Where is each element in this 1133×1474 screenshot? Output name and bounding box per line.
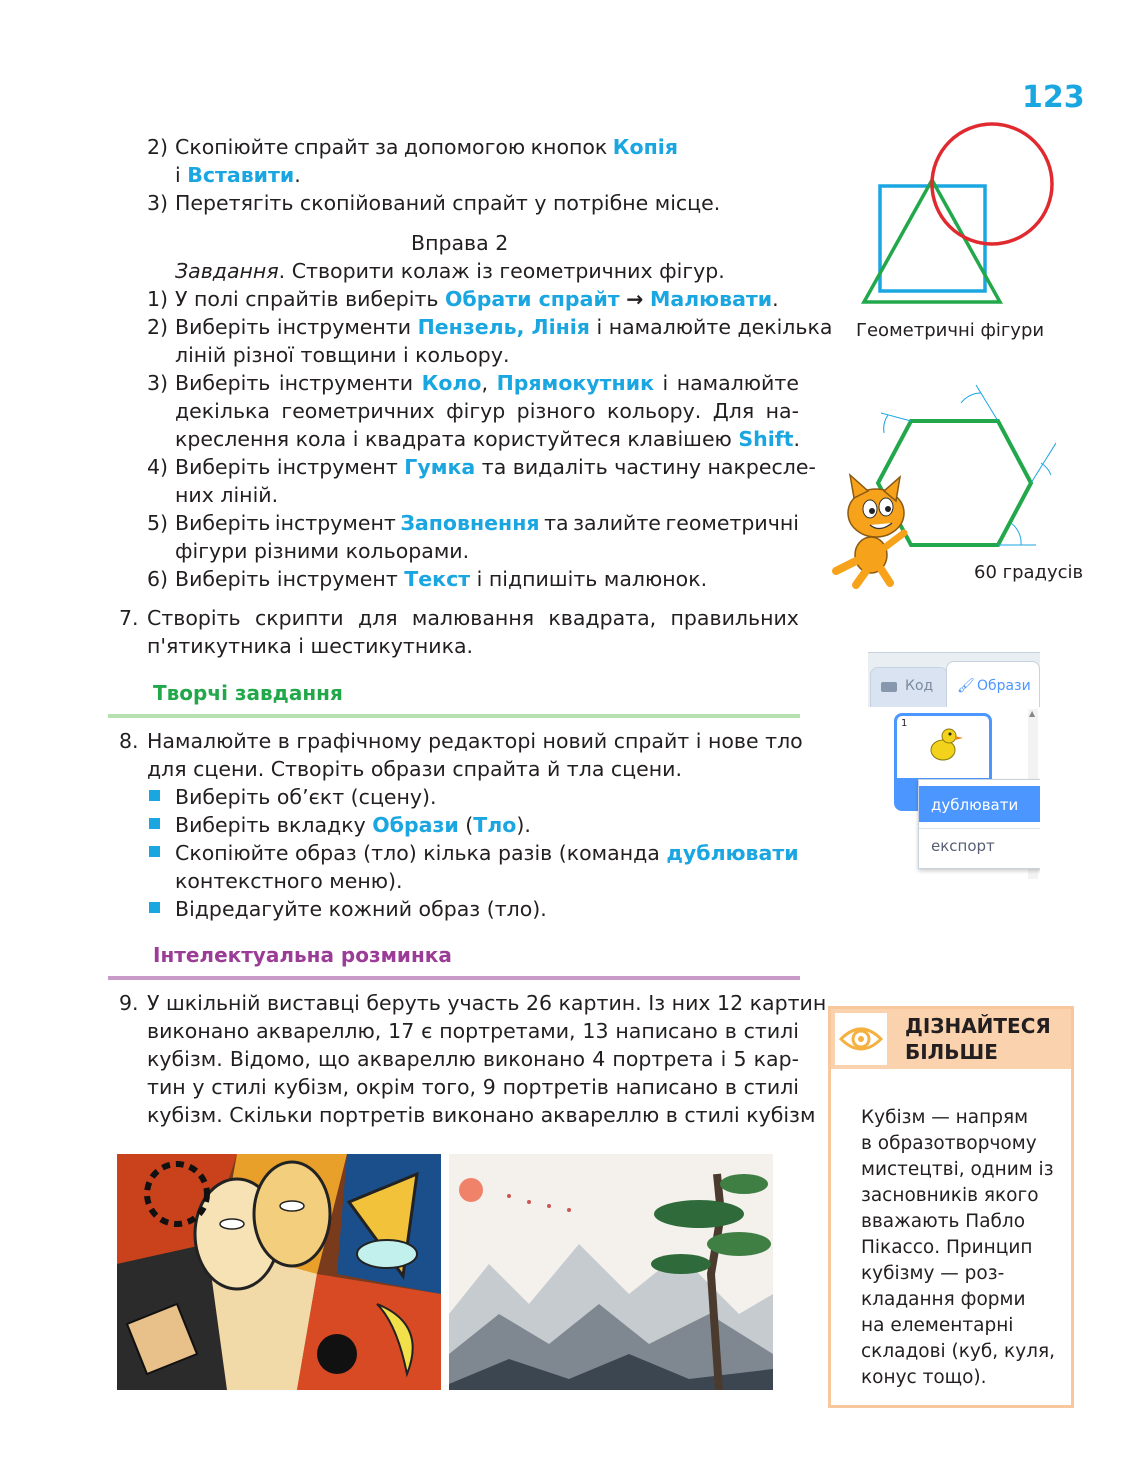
keyword-brush-line: Пензель, Лінія (417, 315, 590, 339)
item-9-line: У шкільній виставці беруть участь 26 картин. Із них 12 картин (147, 991, 827, 1015)
task-label: Завдання (175, 259, 279, 283)
scroll-up-icon: ▲ (1029, 709, 1036, 718)
duck-sprite-icon (923, 724, 963, 768)
cubism-painting-image (117, 1154, 441, 1390)
costume-number: 1 (901, 718, 908, 729)
step-number: 3) (147, 191, 169, 215)
keyword-backdrop: Тло (473, 813, 517, 837)
ex2-step-3-cont: декілька геометричних фігур різного кольору. Для на- (175, 399, 799, 423)
keyword-costumes: Образи (372, 813, 459, 837)
heading-intel: Інтелектуальна розминка (153, 943, 452, 967)
figure-caption-geometric: Геометричні фігури (856, 320, 1045, 341)
tab-costumes-label: Образи (977, 678, 1031, 694)
tab-code-label: Код (905, 678, 934, 694)
code-icon (881, 682, 897, 692)
heading-creative: Творчі завдання (153, 681, 343, 705)
exercise-title: Вправа 2 (411, 231, 509, 255)
ex2-step-4-cont: них ліній. (175, 483, 279, 507)
bullet-3: Скопіюйте образ (тло) кілька разів (команда дублювати (175, 841, 799, 865)
learn-more-title: ДІЗНАЙТЕСЯ БІЛЬШЕ (905, 1014, 1051, 1064)
ex2-step-3: Виберіть інструменти Коло, Прямокутник і намалюйте (175, 371, 799, 395)
step-number: 5) (147, 511, 169, 535)
eye-icon (835, 1013, 887, 1065)
keyword-choose-sprite: Обрати спрайт (444, 287, 620, 311)
keyword-fill: Заповнення (400, 511, 540, 535)
task-line: Завдання. Створити колаж із геометричних фігур. (175, 259, 725, 283)
item-9-line: кубізм. Скільки портретів виконано аквареллю в стилі кубізм (147, 1103, 816, 1127)
bullet-2: Виберіть вкладку Образи (Тло). (175, 813, 531, 837)
scratch-cat-icon (836, 475, 904, 585)
watercolor-painting-image (449, 1154, 773, 1390)
keyword-eraser: Гумка (404, 455, 476, 479)
item-number: 9. (119, 991, 139, 1015)
item-7-line2: п'ятикутника і шестикутника. (147, 634, 474, 658)
keyword-text: Текст (404, 567, 471, 591)
keyword-paste: Вставити (187, 163, 295, 187)
keyword-duplicate: дублювати (666, 841, 799, 865)
bullet-1: Виберіть об’єкт (сцену). (175, 785, 437, 809)
bullet-square (149, 790, 160, 801)
bullet-3-cont: контекстного меню). (175, 869, 403, 893)
keyword-copy: Копія (612, 135, 678, 159)
divider-purple (108, 976, 800, 980)
learn-more-header (831, 1009, 1071, 1069)
geometric-figures-image (850, 118, 1070, 318)
keyword-circle: Коло (421, 371, 482, 395)
step-3-text: Перетягіть скопійований спрайт у потрібне місце. (175, 191, 721, 215)
learn-more-text: Кубізм — напрям в образотворчому мистецтві, одним із засновників якого вважають Пабло Пікассо. Принцип кубізму — роз- кладання форми на елементарні складові (куб, куля, конус тощо). (861, 1107, 1056, 1388)
arrow-right-icon: → (626, 287, 644, 311)
step-number: 4) (147, 455, 169, 479)
keyword-paint: Малювати (649, 287, 773, 311)
item-number: 7. (119, 606, 139, 630)
context-menu (918, 779, 1040, 869)
ex2-step-4: Виберіть інструмент Гумка та видаліть частину накресле- (175, 455, 816, 479)
step-number: 3) (147, 371, 169, 395)
step-number: 6) (147, 567, 169, 591)
keyword-shift: Shift (738, 427, 794, 451)
scratch-ui-screenshot (868, 652, 1040, 879)
step-number: 2) (147, 315, 169, 339)
step-number: 1) (147, 287, 169, 311)
figure-caption-hexagon: 60 градусів (974, 562, 1084, 583)
bullet-square (149, 846, 160, 857)
bullet-4: Відредагуйте кожний образ (тло). (175, 897, 547, 921)
keyword-rectangle: Прямокутник (496, 371, 654, 395)
tab-costumes[interactable] (946, 661, 1040, 708)
menu-item-export[interactable]: експорт (919, 828, 1040, 865)
ex2-step-3-cont2: креслення кола і квадрата користуйтеся клавішею Shift. (175, 427, 800, 451)
ex2-step-5-cont: фігури різними кольорами. (175, 539, 470, 563)
step-2-cont: і Вставити. (175, 163, 301, 187)
item-9-line: кубізм. Відомо, що аквареллю виконано 4 портрета і 5 кар- (147, 1047, 799, 1071)
step-number: 2) (147, 135, 169, 159)
item-9-line: тин у стилі кубізм, окрім того, 9 портретів написано в стилі (147, 1075, 799, 1099)
step-2-text: Скопіюйте спрайт за допомогою кнопок Копія (175, 135, 678, 159)
ex2-step-2: Виберіть інструменти Пензель, Лінія і намалюйте декілька (175, 315, 833, 339)
item-9-line: виконано аквареллю, 17 є портретами, 13 написано в стилі (147, 1019, 799, 1043)
item-8-line1: Намалюйте в графічному редакторі новий спрайт і нове тло (147, 729, 803, 753)
bullet-square (149, 818, 160, 829)
ex2-step-2-cont: ліній різної товщини і кольору. (175, 343, 510, 367)
bullet-square (149, 902, 160, 913)
item-7-line1: Створіть скрипти для малювання квадрата, правильних (147, 606, 799, 630)
page-number: 123 (1022, 80, 1085, 115)
item-8-line2: для сцени. Створіть образи спрайта й тла сцени. (147, 757, 682, 781)
brush-icon: 🖌 (957, 678, 975, 694)
item-number: 8. (119, 729, 139, 753)
tab-code[interactable] (870, 667, 948, 709)
learn-more-box (828, 1006, 1074, 1408)
divider-green (108, 714, 800, 718)
ex2-step-5: Виберіть інструмент Заповнення та залийте геометричні (175, 511, 799, 535)
menu-item-duplicate[interactable]: дублювати (919, 786, 1040, 822)
ex2-step-6: Виберіть інструмент Текст і підпишіть малюнок. (175, 567, 708, 591)
ex2-step-1: У полі спрайтів виберіть Обрати спрайт → Малювати. (175, 287, 779, 311)
